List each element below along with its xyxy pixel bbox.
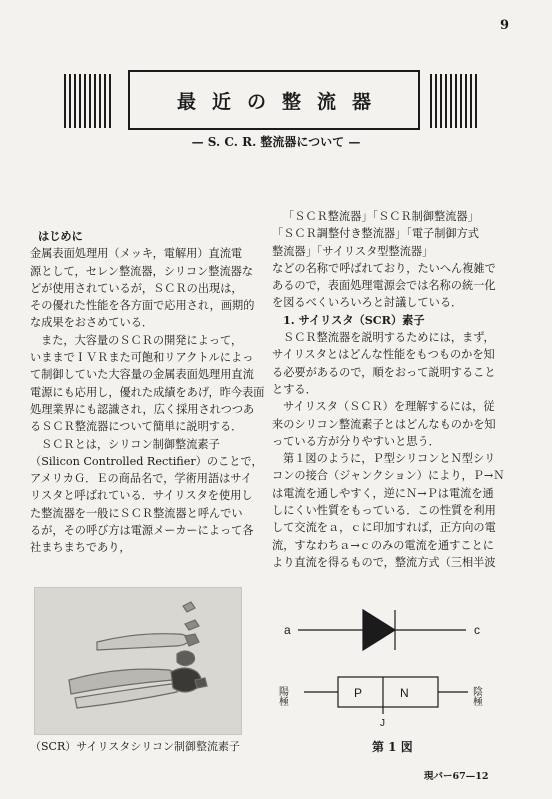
text-line: しにくい性質をもっている．この性質を利用 xyxy=(272,504,496,518)
title-box xyxy=(128,70,420,130)
page-number: 9 xyxy=(500,18,510,33)
page-title: 最近の整流器 xyxy=(176,90,387,113)
text-line: 「ＳＣＲ調整付き整流器」「電子制御方式 xyxy=(272,227,479,241)
text-line: （Silicon Controlled Rectifier）のことで， xyxy=(30,454,263,468)
text-line: た整流器を一般にＳＣＲ整流器と呼んでい xyxy=(30,506,243,520)
text-line: 処理業界にも認識され，広く採用されつつあ xyxy=(30,402,255,416)
anode-label: 陽極 xyxy=(276,686,288,706)
text-line: 整流器」「サイリスタ型整流器」 xyxy=(272,244,434,258)
section-heading-intro: はじめに xyxy=(38,229,83,243)
figure-1-diagram xyxy=(270,606,520,735)
label-p: P xyxy=(354,686,363,700)
label-a: a xyxy=(284,623,291,637)
text-line: コンの接合（ジャンクション）により，Ｐ→Ｎ xyxy=(272,469,505,483)
text-line: 第１図のように，Ｐ型シリコンとＮ型シリ xyxy=(283,452,496,466)
label-j: J xyxy=(380,718,385,729)
label-c: c xyxy=(474,623,480,637)
text-line: 電源にも応用し，優れた成績をあげ，昨今表面 xyxy=(30,385,265,399)
text-line: また，大容量のＳＣＲの開発によって， xyxy=(41,333,243,347)
text-line: して交流をａ，ｃに印加すれば，正方向の電 xyxy=(272,521,496,535)
text-line: 来のシリコン整流素子とはどんなものかを知 xyxy=(272,417,496,431)
subtitle: — S. C. R. 整流器について — xyxy=(191,135,361,149)
text-line: 源として，セレン整流器，シリコン整流器な xyxy=(30,264,254,278)
text-line: サイリスタとはどんな性能をもつものかを知 xyxy=(272,348,495,362)
text-line: 「ＳＣＲ整流器」「ＳＣＲ制御整流器」 xyxy=(283,210,479,223)
pn-block xyxy=(338,677,438,707)
cathode-label: 陰極 xyxy=(470,686,482,706)
text-line: 金属表面処理用（メッキ，電解用）直流電 xyxy=(30,247,243,261)
text-line: どが使用されているが，ＳＣＲの出現は， xyxy=(30,281,243,295)
text-line: て制御していた大容量の金属表面処理用直流 xyxy=(30,368,254,382)
text-line: な成果をおさめている． xyxy=(30,316,154,330)
photo-caption: （SCR）サイリスタシリコン制御整流素子 xyxy=(30,740,241,753)
text-line: を図るべくいろいろと討議している． xyxy=(272,296,463,310)
right-column xyxy=(272,208,504,571)
text-line: 流，すなわちａ→ｃのみの電流を通すことに xyxy=(272,538,494,552)
text-line: アメリカＧ．Ｅの商品名で，学術用語はサイ xyxy=(30,472,252,486)
figure-caption: 第 1 図 xyxy=(372,740,413,754)
scr-photo xyxy=(34,587,242,735)
left-column xyxy=(30,228,265,557)
text-line: る必要があるので，順をおって説明すること xyxy=(272,365,496,379)
text-line: とする． xyxy=(272,382,317,396)
section-heading-thyristor: 1. サイリスタ（SCR）素子 xyxy=(283,312,425,327)
text-line: サイリスタ（ＳＣＲ）を理解するには，従 xyxy=(283,400,495,414)
text-line: いままでＩＶＲまた可飽和リアクトルによっ xyxy=(30,351,254,365)
title-hatch-left xyxy=(64,74,114,128)
text-line: ＳＣＲ整流器を説明するためには，まず， xyxy=(283,331,495,345)
text-line: あるので，表面処理電源会では名称の統一化 xyxy=(272,279,496,293)
diode-symbol xyxy=(363,610,395,650)
text-line: るが，その呼び方は電源メーカーによって各 xyxy=(30,524,254,538)
text-line: は電流を通しやすく，逆にＮ→Ｐは電流を通 xyxy=(272,486,494,500)
title-hatch-right xyxy=(430,74,480,128)
text-line: 社まちまちであり， xyxy=(30,541,131,555)
footer-code: 現バー67—12 xyxy=(424,771,489,782)
text-line: その優れた性能を各方面で応用され，画期的 xyxy=(30,299,255,313)
text-line: るＳＣＲ整流器について簡単に説明する． xyxy=(30,420,243,434)
text-line: ＳＣＲとは，シリコン制御整流素子 xyxy=(41,437,220,451)
text-line: リスタと呼ばれている．サイリスタを使用し xyxy=(30,489,253,503)
text-line: っている方が分りやすいと思う． xyxy=(272,434,440,448)
label-n: N xyxy=(400,686,409,700)
text-line: などの名称で呼ばれており，たいへん複雑で xyxy=(272,261,496,275)
text-line: より直流を得るもので，整流方式（三相半波 xyxy=(272,555,496,569)
